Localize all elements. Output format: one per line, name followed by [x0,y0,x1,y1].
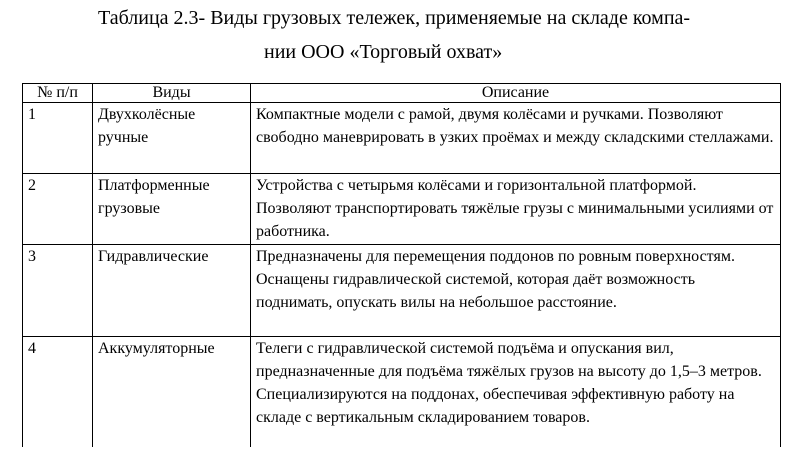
row-type: Аккумуляторные [93,337,251,448]
table-header-row [23,84,781,103]
table-row [23,103,781,174]
row-description: Устройства с четырьмя колёсами и горизонтальной платформой. Позволяют транспортировать тяжёлые грузы с минимальными усилиями от работника. [251,174,781,245]
header-type: Виды [93,84,251,103]
row-number: 3 [23,245,93,337]
table-row [23,174,781,245]
row-description: Компактные модели с рамой, двумя колёсами и ручками. Позволяют свободно маневрировать в узких проёмах и между складскими стеллажами. [251,103,781,174]
row-description: Телеги с гидравлической системой подъёма и опускания вил, предназначенные для подъёма тяжёлых грузов на высоту до 1,5–3 метров. Специализируются на поддонах, обеспечивая эффективную работу на складе с вертикальным складированием товаров. [251,337,781,448]
cart-types-table [22,83,781,447]
table-row [23,337,781,448]
row-type: Двухколёсные ручные [93,103,251,174]
row-number: 2 [23,174,93,245]
header-number: № п/п [23,84,93,103]
caption-line-1: Таблица 2.3- Виды грузовых тележек, применяемые на складе компа- [98,7,691,29]
caption-line-2: нии ООО «Торговый охват» [264,41,503,63]
row-number: 1 [23,103,93,174]
row-type: Гидравлические [93,245,251,337]
header-description: Описание [251,84,781,103]
row-number: 4 [23,337,93,448]
table-row [23,245,781,337]
row-type: Платформенные грузовые [93,174,251,245]
row-description: Предназначены для перемещения поддонов по ровным поверхностям. Оснащены гидравлической системой, которая даёт возможность поднимать, опускать вилы на небольшое расстояние. [251,245,781,337]
